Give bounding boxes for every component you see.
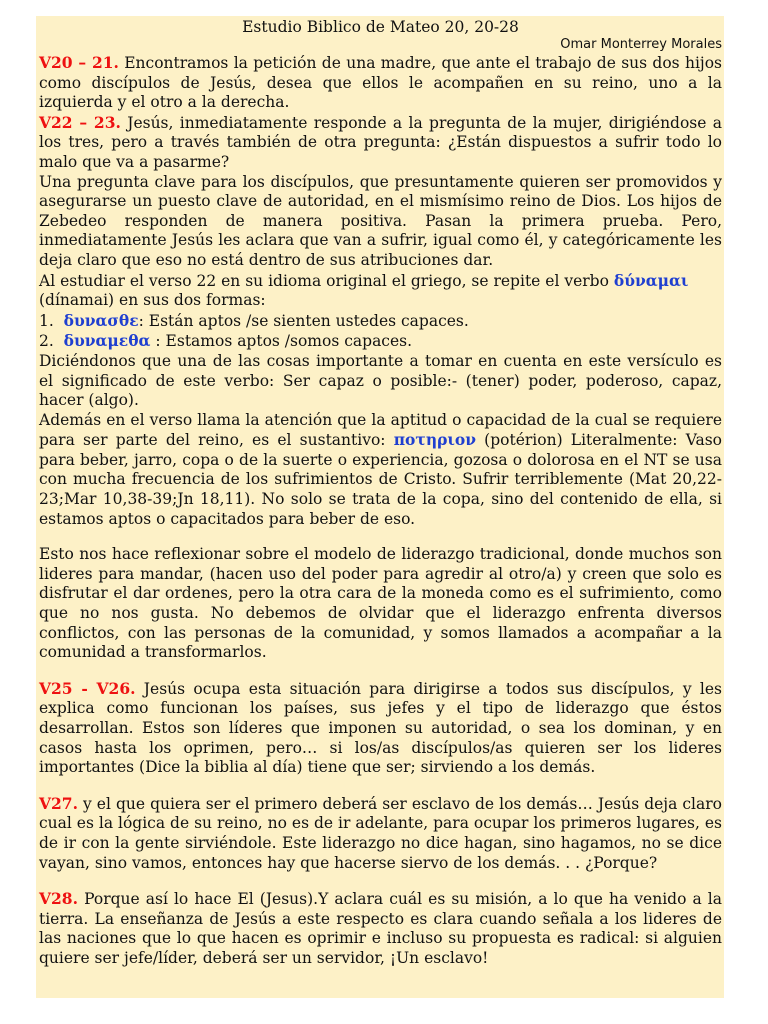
greek-word: δύναμαι xyxy=(613,270,689,290)
list-text: : Están aptos /se sienten ustedes capaces. xyxy=(138,311,469,330)
paragraph-v27 xyxy=(39,794,722,873)
list-number: 1. xyxy=(39,311,54,330)
paragraph-text: Jesús ocupa esta situación para dirigirse a todos sus discípulos, y les explica como funcionan los países, sus jefes y el tipo de liderazgo que éstos desarrollan. Estos son líderes que imponen su autoridad, o sea los dominan, y en casos hasta los oprimen, pero… si los/as discípulos/as quieren ser los lideres importantes (Dice la biblia al día) tiene que ser; sirviendo a los demás. xyxy=(39,679,722,777)
list-item xyxy=(39,331,722,352)
paragraph-text: (dínamai) en sus dos formas: xyxy=(39,291,266,310)
paragraph-text: Al estudiar el verso 22 en su idioma original el griego, se repite el verbo xyxy=(39,271,614,290)
paragraph-text: (potérion) Literalmente: Vaso para beber, jarro, copa o de la suerte o experiencia, gozosa o dolorosa en el NT se usa con mucha frecuencia de los sufrimientos de Cristo. Sufrir terriblemente (Mat 20,22-23;Mar 10,38-39;Jn 18,11). No solo se trata de la copa, sino del contenido de ella, si estamos aptos o capacitados para beber de eso. xyxy=(39,431,723,528)
verse-ref: V22 – 23. xyxy=(39,112,121,132)
greek-word: δυνασθε xyxy=(63,310,139,330)
document-author: Omar Monterrey Morales xyxy=(560,37,722,52)
greek-word: ποτηριον xyxy=(393,430,476,450)
verse-ref: V20 – 21. xyxy=(39,53,119,72)
document-body xyxy=(36,17,724,969)
paragraph-greek-verb xyxy=(39,271,722,311)
paragraph-key-question: Una pregunta clave para los discípulos, que presuntamente quieren ser promovidos y asegurarse un puesto clave de autoridad, en el mismísimo reino de Dios. Los hijos de Zebedeo responden de manera positiva. Pasan la primera prueba. Pero, inmediatamente Jesús les aclara que van a sufrir, igual como él, y categóricamente les deja claro que eso no está dentro de sus atribuciones dar. xyxy=(39,172,722,269)
verse-ref: V28. xyxy=(39,889,78,909)
document-title: Estudio Biblico de Mateo 20, 20-28 xyxy=(242,18,519,36)
list-text: : Estamos aptos /somos capaces. xyxy=(150,332,413,351)
document-page xyxy=(36,16,724,998)
list-item xyxy=(39,311,722,332)
verse-ref: V27. xyxy=(39,793,78,813)
paragraph-text: y el que quiera ser el primero deberá ser esclavo de los demás… Jesús deja claro cual es la lógica de su reino, no es de ir adelante, para ocupar los primeros lugares, es de ir con la gente sirviéndole. Este liderazgo no dice hagan, sino hagamos, no se dice vayan, sino vamos, entonces hay que hacerse siervo de los demás. . . ¿Porque? xyxy=(39,794,722,872)
list-number: 2. xyxy=(39,332,54,351)
paragraph-text: Además en el verso llama la atención que la aptitud o capacidad de la cual se requiere para ser parte del reino, es el sustantivo: xyxy=(39,410,722,450)
paragraph-v22-23 xyxy=(39,113,722,173)
greek-word: δυναμεθα xyxy=(63,331,151,351)
paragraph-v20-21 xyxy=(39,53,722,113)
paragraph-potérion xyxy=(39,411,722,530)
paragraph-text: Porque así lo hace El (Jesus).Y aclara cuál es su misión, a lo que ha venido a la tierra. La enseñanza de Jesús a este respecto es clara cuando señala a los lideres de las naciones que lo que hacen es oprimir e incluso su propuesta es radical: si alguien quiere ser jefe/líder, deberá ser un servidor, ¡Un esclavo! xyxy=(39,890,722,967)
paragraph-v28 xyxy=(39,889,722,968)
paragraph-text: Jesús, inmediatamente responde a la pregunta de la mujer, dirigiéndose a los tres, pero a través también de otra pregunta: ¿Están dispuestos a sufrir todo lo malo que va a pasarme? xyxy=(39,113,722,171)
paragraph-v25-26 xyxy=(39,679,722,778)
paragraph-leadership-reflection: Esto nos hace reflexionar sobre el modelo de liderazgo tradicional, donde muchos son lideres para mandar, (hacen uso del poder para agredir al otro/a) y creen que solo es disfrutar el dar ordenes, pero la otra cara de la moneda como es el sufrimiento, como que no nos gusta. No debemos de olvidar que el liderazgo enfrenta diversos conflictos, con las personas de la comunidad, y somos llamados a acompañar a la comunidad a transformarlos. xyxy=(39,545,722,662)
verse-ref: V25 - V26. xyxy=(39,678,136,698)
paragraph-text: Encontramos la petición de una madre, que ante el trabajo de sus dos hijos como discípulos de Jesús, desea que ellos le acompañen en su reino, uno a la izquierda y el otro a la derecha. xyxy=(39,54,722,112)
paragraph-verb-meaning: Diciéndonos que una de las cosas importante a tomar en cuenta en este versículo es el significado de este verbo: Ser capaz o posible:- (tener) poder, poderoso, capaz, hacer (algo). xyxy=(39,351,722,410)
